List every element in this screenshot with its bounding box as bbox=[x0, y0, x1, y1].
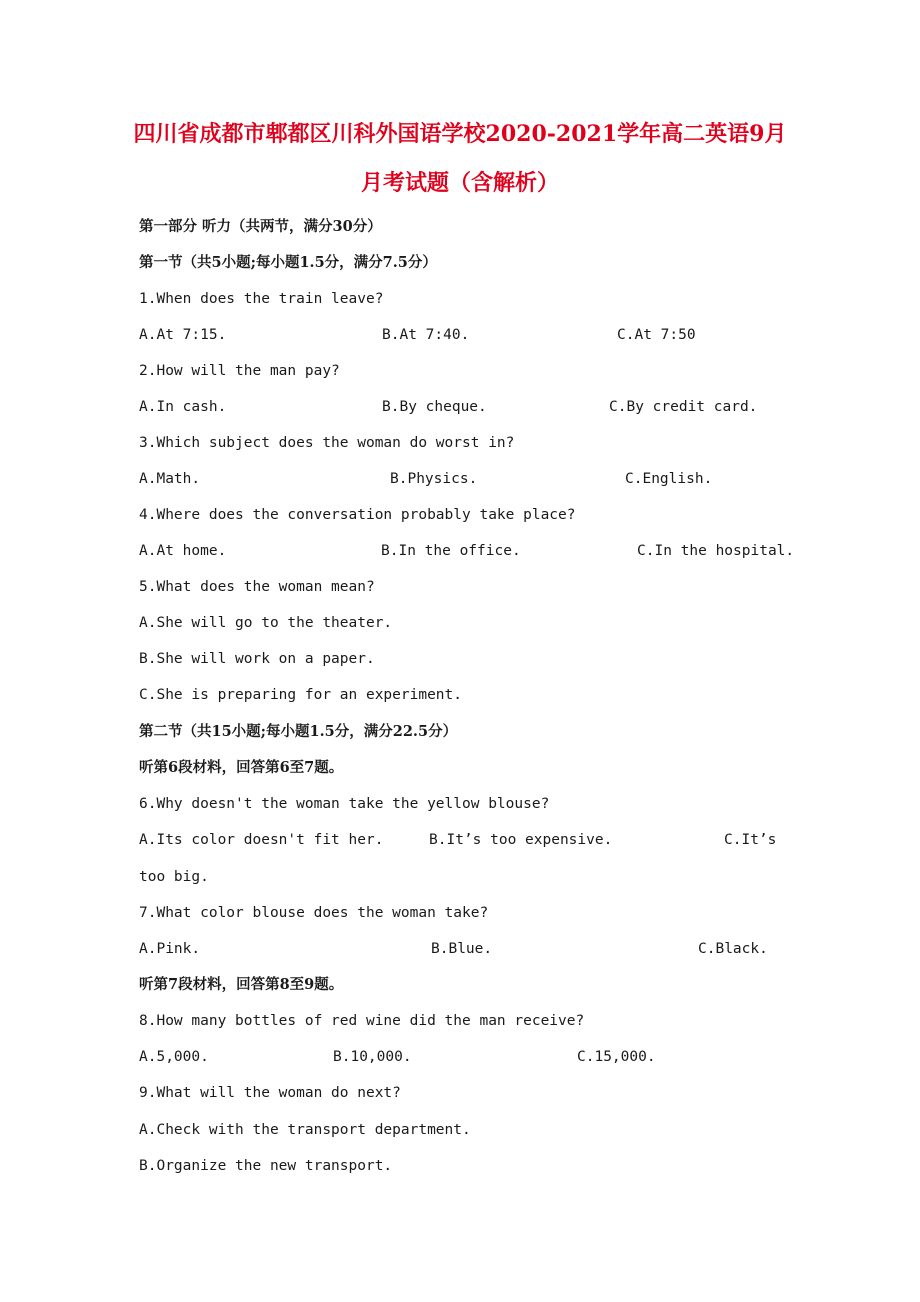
q1-option-a: A.At 7:15. bbox=[139, 327, 227, 343]
q9-option-b: B.Organize the new transport. bbox=[139, 1158, 393, 1174]
document-title-line2: 月考试题（含解析） bbox=[360, 170, 559, 196]
q6-option-c: C.It’s bbox=[724, 832, 777, 848]
section1-heading: 第一节（共5小题;每小题1.5分，满分7.5分） bbox=[139, 254, 437, 271]
q7-option-c: C.Black. bbox=[698, 941, 768, 957]
question-8: 8.How many bottles of red wine did the man receive? bbox=[139, 1013, 585, 1029]
section2-heading: 第二节（共15小题;每小题1.5分，满分22.5分） bbox=[139, 723, 458, 740]
question-5: 5.What does the woman mean? bbox=[139, 579, 375, 595]
passage6-heading: 听第6段材料，回答第6至7题。 bbox=[139, 759, 344, 776]
q8-option-b: B.10,000. bbox=[333, 1049, 412, 1065]
q7-option-a: A.Pink. bbox=[139, 941, 201, 957]
question-3: 3.Which subject does the woman do worst in? bbox=[139, 435, 515, 451]
q6-option-c-continued: too big. bbox=[139, 869, 209, 885]
q3-option-b: B.Physics. bbox=[390, 471, 478, 487]
q2-option-b: B.By cheque. bbox=[382, 399, 487, 415]
question-7: 7.What color blouse does the woman take? bbox=[139, 905, 489, 921]
document-title-line1: 四川省成都市郫都区川科外国语学校2020-2021学年高二英语9月 bbox=[133, 121, 787, 147]
q9-option-a: A.Check with the transport department. bbox=[139, 1122, 471, 1138]
q2-option-c: C.By credit card. bbox=[609, 399, 758, 415]
question-6: 6.Why doesn't the woman take the yellow blouse? bbox=[139, 796, 550, 812]
question-2: 2.How will the man pay? bbox=[139, 363, 340, 379]
q8-option-c: C.15,000. bbox=[577, 1049, 656, 1065]
q2-option-a: A.In cash. bbox=[139, 399, 227, 415]
q6-option-b: B.It’s too expensive. bbox=[429, 832, 613, 848]
q4-option-b: B.In the office. bbox=[381, 543, 521, 559]
q3-option-c: C.English. bbox=[625, 471, 713, 487]
q3-option-a: A.Math. bbox=[139, 471, 201, 487]
q4-option-c: C.In the hospital. bbox=[637, 543, 795, 559]
q5-option-c: C.She is preparing for an experiment. bbox=[139, 687, 463, 703]
passage7-heading: 听第7段材料，回答第8至9题。 bbox=[139, 976, 344, 993]
q1-option-b: B.At 7:40. bbox=[382, 327, 470, 343]
question-4: 4.Where does the conversation probably take place? bbox=[139, 507, 576, 523]
q8-option-a: A.5,000. bbox=[139, 1049, 209, 1065]
question-9: 9.What will the woman do next? bbox=[139, 1085, 401, 1101]
question-1: 1.When does the train leave? bbox=[139, 291, 384, 307]
q5-option-b: B.She will work on a paper. bbox=[139, 651, 375, 667]
q5-option-a: A.She will go to the theater. bbox=[139, 615, 393, 631]
q4-option-a: A.At home. bbox=[139, 543, 227, 559]
q1-option-c: C.At 7:50 bbox=[617, 327, 696, 343]
q7-option-b: B.Blue. bbox=[431, 941, 493, 957]
part1-heading: 第一部分 听力（共两节，满分30分） bbox=[139, 218, 382, 235]
q6-option-a: A.Its color doesn't fit her. bbox=[139, 832, 384, 848]
